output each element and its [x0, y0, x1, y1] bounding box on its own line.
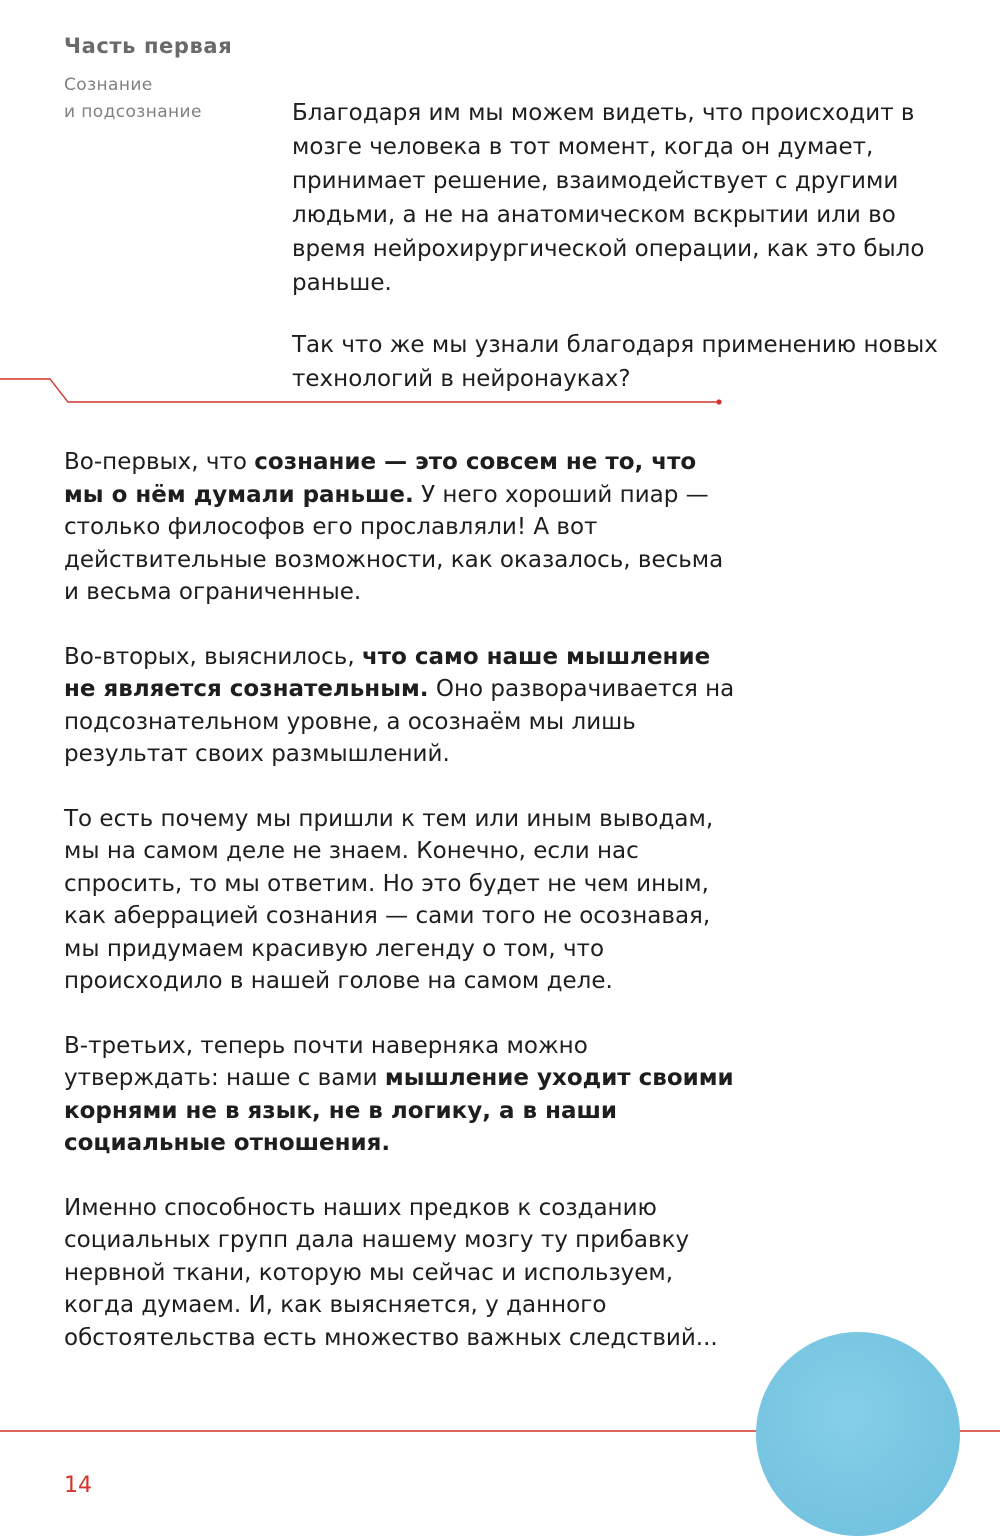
section-title-line1: Сознание — [64, 75, 153, 95]
paragraph-fifth: Именно способность наших предков к созданию социальных групп дала нашему мозгу ту прибавку нервной ткани, которую мы сейчас и используем, когда думаем. И, как выясняется, у данного обстоятельства есть множество важных следствий... — [64, 1194, 718, 1351]
main-text-block — [64, 446, 736, 1386]
running-header-section — [64, 72, 202, 126]
emphasis: что само наше мышление не является сознательным. — [64, 643, 711, 702]
paragraph-third: То есть почему мы пришли к тем или иным выводам, мы на самом деле не знаем. Конечно, если нас спросить, то мы ответим. Но это будет не чем иным, как аберрацией сознания — сами того не осознавая, мы придумаем красивую легенду о том, что происходило в нашей голове на самом деле. — [64, 805, 714, 994]
lead-text-block — [292, 96, 964, 424]
lead-paragraph: Так что же мы узнали благодаря применению новых технологий в нейронауках? — [292, 332, 938, 392]
emphasis: мышление уходит своими корнями не в язык, не в логику, а в наши социальные отношения. — [64, 1065, 734, 1156]
paragraph-fourth: В-третьих, теперь почти наверняка можно утверждать: наше с вами мышление уходит своими корнями не в язык, не в логику, а в наши социальные отношения. — [64, 1032, 734, 1156]
emphasis: сознание — это совсем не то, что мы о нём думали раньше. — [64, 449, 697, 508]
paragraph-first: Во-первых, что сознание — это совсем не то, что мы о нём думали раньше. У него хороший пиар — столько философов его прославляли! А вот действительные возможности, как оказалось, весьма и весьма ограниченные. — [64, 449, 724, 605]
running-header-part: Часть первая — [64, 34, 233, 58]
paragraph-second: Во-вторых, выяснилось, что само наше мышление не является сознательным. Оно разворачивается на подсознательном уровне, а осознаём мы лишь результат своих размышлений. — [64, 643, 735, 767]
lead-paragraph: Благодаря им мы можем видеть, что происходит в мозге человека в тот момент, когда он думает, принимает решение, взаимодействует с другими людьми, а не на анатомическом вскрытии или во время нейрохирургической операции, как это было раньше. — [292, 100, 925, 296]
section-title-line2: и подсознание — [64, 102, 202, 122]
page-number: 14 — [64, 1473, 92, 1498]
decorative-blue-circle — [756, 1332, 960, 1536]
